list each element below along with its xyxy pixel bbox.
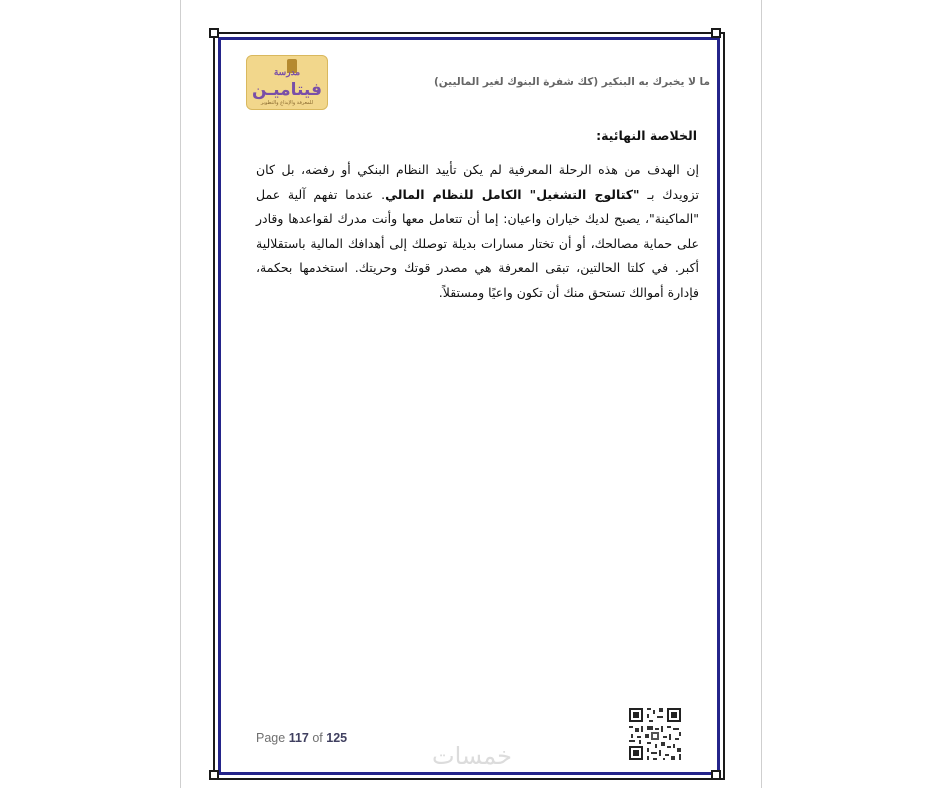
- border-corner-bottom-left: [209, 770, 219, 780]
- qr-code-icon: [627, 706, 683, 762]
- body-paragraph: [256, 158, 699, 306]
- brand-logo: [246, 55, 328, 110]
- paragraph-part2: . عندما تفهم آلية عمل "الماكينة"، يصبح لديك خياران واعيان: إما أن تتعامل معها وأنت مدرك لقواعدها وقادر على حماية مصالحك، أو أن تختار مسارات بديلة توصلك إلى أهدافك المالية باستقلالية أكبر. في كلتا الحالتين، تبقى المعرفة هي مصدر قوتك وحريتك. استخدمها بحكمة، فإدارة أموالك تستحق منك أن تكون واعيًا ومستقلاً.: [256, 186, 699, 300]
- current-page: 117: [288, 731, 309, 745]
- section-heading: الخلاصة النهائية:: [596, 128, 697, 143]
- paragraph-bold-phrase: "كتالوج التشغيل" الكامل للنظام المالي: [385, 186, 640, 202]
- viewer-background: [0, 0, 180, 788]
- page-prefix: Page: [256, 731, 286, 745]
- logo-line2: فيتاميـن: [252, 80, 322, 100]
- total-pages: 125: [326, 731, 348, 745]
- logo-line1: مدرسة: [273, 68, 301, 78]
- page-number: [256, 731, 347, 745]
- paragraph-part1: إن الهدف من هذه الرحلة المعرفية لم يكن تأييد النظام البنكي أو رفضه، بل كان تزويدك بـ: [256, 162, 699, 202]
- running-header-title: ما لا يخبرك به البنكير (كك شفرة البنوك لغير الماليين): [433, 76, 710, 88]
- border-corner-top-left: [209, 28, 219, 38]
- border-corner-top-right: [711, 28, 721, 38]
- page-border-inner: [218, 37, 720, 775]
- page-of-label: of: [312, 731, 323, 745]
- border-corner-bottom-right: [711, 770, 721, 780]
- watermark: خمسات: [431, 742, 513, 770]
- logo-tagline: للمعرفة والإبداع والتطوير: [260, 100, 314, 106]
